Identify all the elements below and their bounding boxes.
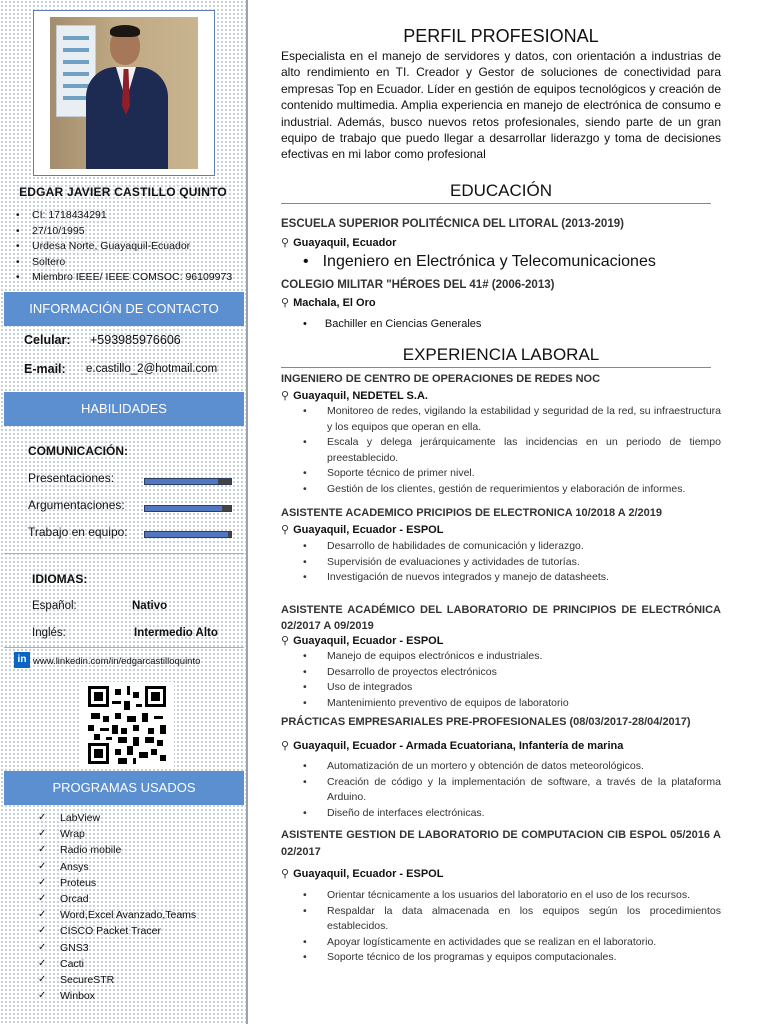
job-bullet: • Uso de integrados (303, 680, 721, 696)
job-title: PRÁCTICAS EMPRESARIALES PRE-PROFESIONALES (08/03/2017-28/04/2017) (281, 716, 691, 728)
section-rule (281, 367, 711, 368)
job-bullet: • Creación de código y la implementación de software, a través de la plataforma Arduino. (303, 775, 721, 806)
job-bullet: • Investigación de nuevos integrados y manejo de datasheets. (303, 570, 721, 586)
job-bullets (303, 888, 721, 966)
job-bullet: • Gestión de los clientes, gestión de requerimientos y elaboración de informes. (303, 482, 721, 498)
job-bullet: • Manejo de equipos electrónicos e industriales. (303, 649, 721, 665)
email-label: E-mail: (24, 362, 66, 376)
membership: • Miembro IEEE/ IEEE COMSOC: 96109973 (16, 270, 232, 286)
program-item: ✓ CISCO Packet Tracer (38, 923, 196, 939)
location-pin-icon: ⚲ (281, 868, 290, 880)
job-location (281, 739, 623, 752)
location-pin-icon: ⚲ (281, 740, 290, 752)
job-bullets (303, 649, 721, 711)
school-location (281, 236, 396, 249)
job-location (281, 389, 428, 402)
program-item: ✓ GNS3 (38, 940, 196, 956)
location-pin-icon: ⚲ (281, 635, 290, 647)
job-bullet: • Apoyar logísticamente en actividades que se realizan en el laboratorio. (303, 935, 721, 951)
programs-list (38, 810, 196, 1004)
degree-item: • Ingeniero en Electrónica y Telecomunicaciones (303, 253, 656, 270)
job-bullets (303, 404, 721, 497)
job-bullet: • Diseño de interfaces electrónicas. (303, 806, 721, 822)
programs-section-title: PROGRAMAS USADOS (4, 771, 244, 805)
location-text: Guayaquil, Ecuador - ESPOL (293, 635, 444, 647)
profile-photo (50, 17, 198, 169)
degree-text: Ingeniero en Electrónica y Telecomunicaciones (322, 253, 656, 270)
program-item: ✓ Winbox (38, 988, 196, 1004)
school-name: ESCUELA SUPERIOR POLITÉCNICA DEL LITORAL (2013-2019) (281, 218, 624, 230)
program-item: ✓ Cacti (38, 956, 196, 972)
degree-item: • Bachiller en Ciencias Generales (303, 318, 482, 330)
email-value[interactable]: e.castillo_2@hotmail.com (86, 363, 218, 375)
job-title: INGENIERO DE CENTRO DE OPERACIONES DE REDES NOC (281, 373, 601, 385)
program-item: ✓ Ansys (38, 859, 196, 875)
job-bullet: • Desarrollo de habilidades de comunicación y liderazgo. (303, 539, 721, 555)
school-name: COLEGIO MILITAR "HÉROES DEL 41# (2006-2013) (281, 279, 555, 291)
location-pin-icon: ⚲ (281, 390, 290, 402)
job-title: ASISTENTE GESTION DE LABORATORIO DE COMPUTACION CIB ESPOL 05/2016 A 02/2017 (281, 829, 721, 858)
skills-section-title: HABILIDADES (4, 392, 244, 426)
linkedin-icon[interactable]: in (14, 652, 30, 668)
job-bullet: • Escala y delega jerárquicamente las incidencias en un periodo de tiempo preestablecido. (303, 435, 721, 466)
profile-title: PERFIL PROFESIONAL (403, 26, 599, 46)
job-location (281, 867, 443, 880)
job-bullet: • Automatización de un mortero y obtención de datos meteorológicos. (303, 759, 721, 775)
job-bullet: • Supervisión de evaluaciones y actividades de tutorías. (303, 555, 721, 571)
personal-info-list (16, 208, 232, 286)
communication-title: COMUNICACIÓN: (28, 444, 128, 458)
skill-bar-arguments (144, 505, 232, 512)
location-text: Guayaquil, Ecuador - Armada Ecuatoriana, Infantería de marina (293, 740, 624, 752)
location-text: Guayaquil, Ecuador - ESPOL (293, 524, 444, 536)
program-item: ✓ Orcad (38, 891, 196, 907)
job-bullets (303, 539, 721, 586)
school-location (281, 296, 376, 309)
job-bullet: • Mantenimiento preventivo de equipos de laboratorio (303, 696, 721, 712)
program-item: ✓ Wrap (38, 826, 196, 842)
program-item: ✓ Radio mobile (38, 842, 196, 858)
language-name: Español: (32, 600, 77, 612)
full-name: EDGAR JAVIER CASTILLO QUINTO (19, 185, 227, 199)
skill-bar-teamwork (144, 531, 232, 538)
location-pin-icon: ⚲ (281, 237, 290, 249)
divider (4, 647, 244, 648)
linkedin-link[interactable]: www.linkedin.com/in/edgarcastilloquinto (33, 656, 201, 667)
phone-value[interactable]: +593985976606 (90, 333, 181, 347)
skill-label: Argumentaciones: (28, 498, 125, 512)
job-bullet: • Respaldar la data almacenada en los equipos según los procedimientos establecidos. (303, 904, 721, 935)
skill-label: Presentaciones: (28, 471, 115, 485)
program-item: ✓ LabView (38, 810, 196, 826)
program-item: ✓ Proteus (38, 875, 196, 891)
location-text: Guayaquil, NEDETEL S.A. (293, 390, 428, 402)
education-title: EDUCACIÓN (449, 181, 552, 200)
location-pin-icon: ⚲ (281, 297, 290, 309)
job-bullet: • Orientar técnicamente a los usuarios del laboratorio en el uso de los recursos. (303, 888, 721, 904)
marital-status: • Soltero (16, 255, 232, 271)
profile-photo-frame (33, 10, 215, 176)
section-rule (281, 203, 711, 204)
job-bullet: • Desarrollo de proyectos electrónicos (303, 665, 721, 681)
program-item: ✓ Word,Excel Avanzado,Teams (38, 907, 196, 923)
sidebar (0, 0, 248, 1024)
job-bullet: • Monitoreo de redes, vigilando la estabilidad y seguridad de la red, su infraestructura y los equipos que operan en ella. (303, 404, 721, 435)
job-bullet: • Soporte técnico de primer nivel. (303, 466, 721, 482)
program-item: ✓ SecureSTR (38, 972, 196, 988)
address: • Urdesa Norte, Guayaquil-Ecuador (16, 239, 232, 255)
language-name: Inglés: (32, 627, 66, 639)
birth-date: • 27/10/1995 (16, 224, 232, 240)
job-bullets (303, 759, 721, 821)
skill-bar-presentations (144, 478, 232, 485)
job-location (281, 523, 443, 536)
location-pin-icon: ⚲ (281, 524, 290, 536)
job-bullet: • Soporte técnico de los programas y equipos computacionales. (303, 950, 721, 966)
job-location (281, 634, 443, 647)
profile-text: Especialista en el manejo de servidores y datos, con orientación a industrias de alto rendimiento en TI. Creador y Gestor de soluciones de conectividad para empresas Top en Ecuador. Líder en gestión de equipos tecnológicos y creación de contenido multimedia. Amplia experiencia en manejo de electrónica de consumo e industrial. Además, busco nuevos retos profesionales, siendo parte de un gran equipo de trabajo que puedo llegar a desarrollar liderazgo y toma de decisiones efectivas en mi labor como profesional (281, 49, 721, 162)
location-text: Machala, El Oro (293, 297, 376, 309)
job-title: ASISTENTE ACADÉMICO DEL LABORATORIO DE PRINCIPIOS DE ELECTRÓNICA 02/2017 A 09/2019 (281, 604, 721, 632)
divider (4, 553, 244, 554)
qr-code[interactable] (80, 682, 174, 768)
experience-title: EXPERIENCIA LABORAL (402, 345, 600, 364)
language-level: Intermedio Alto (134, 627, 218, 639)
language-level: Nativo (132, 600, 168, 612)
location-text: Guayaquil, Ecuador - ESPOL (293, 868, 444, 880)
job-title: ASISTENTE ACADEMICO PRICIPIOS DE ELECTRONICA 10/2018 A 2/2019 (281, 507, 663, 519)
phone-label: Celular: (24, 333, 71, 347)
contact-section-title: INFORMACIÓN DE CONTACTO (4, 292, 244, 326)
degree-text: Bachiller en Ciencias Generales (324, 318, 482, 330)
languages-title: IDIOMAS: (32, 572, 88, 586)
skill-label: Trabajo en equipo: (28, 525, 128, 539)
id-number: • CI: 1718434291 (16, 208, 232, 224)
location-text: Guayaquil, Ecuador (293, 237, 397, 249)
